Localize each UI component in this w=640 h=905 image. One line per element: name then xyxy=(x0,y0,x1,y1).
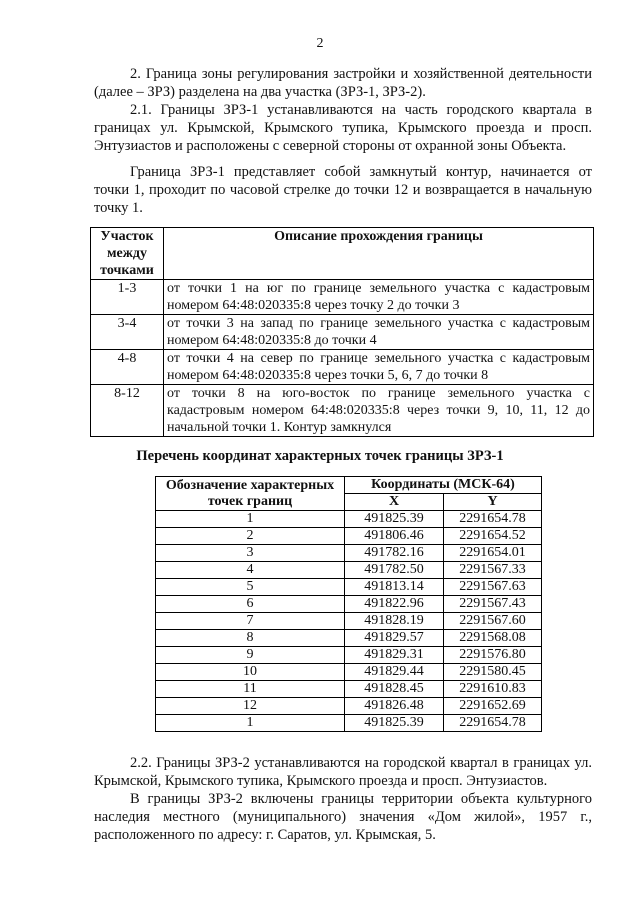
point-cell: 11 xyxy=(156,681,345,698)
y-coordinate-cell: 2291567.33 xyxy=(444,562,542,579)
x-coordinate-cell: 491806.46 xyxy=(345,528,444,545)
x-coordinate-cell: 491826.48 xyxy=(345,698,444,715)
x-coordinate-cell: 491782.50 xyxy=(345,562,444,579)
x-coordinate-cell: 491828.19 xyxy=(345,613,444,630)
table-row xyxy=(156,596,542,613)
y-coordinate-cell: 2291567.60 xyxy=(444,613,542,630)
point-cell: 1 xyxy=(156,511,345,528)
point-cell: 2 xyxy=(156,528,345,545)
table-row xyxy=(156,579,542,596)
y-coordinate-cell: 2291568.08 xyxy=(444,630,542,647)
paragraph-zrz-division: 2. Граница зоны регулирования застройки и хозяйственной деятельности (далее – ЗРЗ) разделена на два участка (ЗРЗ-1, ЗРЗ-2). xyxy=(94,66,592,100)
paragraph-zrz1-bounds: 2.1. Границы ЗРЗ-1 устанавливаются на часть городского квартала в границах ул. Крымской, Крымского тупика, Крымского проезда и просп. Энтузиастов и расположены с северной стороны от охранной зоны Объекта. xyxy=(94,102,592,154)
x-coordinate-cell: 491822.96 xyxy=(345,596,444,613)
table-row xyxy=(156,562,542,579)
segment-cell: 8-12 xyxy=(91,385,164,437)
description-cell: от точки 1 на юг по границе земельного участка с кадастровым номером 64:48:020335:8 через точку 2 до точки 3 xyxy=(164,280,594,315)
x-coordinate-cell: 491813.14 xyxy=(345,579,444,596)
y-coordinate-cell: 2291654.01 xyxy=(444,545,542,562)
point-cell: 1 xyxy=(156,715,345,732)
description-cell: от точки 4 на север по границе земельного участка с кадастровым номером 64:48:020335:8 через точки 5, 6, 7 до точки 8 xyxy=(164,350,594,385)
y-coordinate-cell: 2291567.43 xyxy=(444,596,542,613)
coordinates-title: Перечень координат характерных точек границы ЗРЗ-1 xyxy=(136,448,504,464)
y-coordinate-cell: 2291576.80 xyxy=(444,647,542,664)
paragraph-zrz1-contour: Граница ЗРЗ-1 представляет собой замкнутый контур, начинается от точки 1, проходит по часовой стрелке до точки 12 и возвращается в начальную точку 1. xyxy=(94,164,592,216)
table-row xyxy=(91,280,594,315)
x-coordinate-cell: 491829.57 xyxy=(345,630,444,647)
table-row xyxy=(156,681,542,698)
x-coordinate-cell: 491782.16 xyxy=(345,545,444,562)
header-coordinates: Координаты (МСК-64) xyxy=(345,477,542,494)
table-row xyxy=(91,385,594,437)
point-cell: 4 xyxy=(156,562,345,579)
table-row xyxy=(156,528,542,545)
table-row xyxy=(156,545,542,562)
y-coordinate-cell: 2291654.52 xyxy=(444,528,542,545)
coordinates-table xyxy=(155,476,542,732)
point-cell: 9 xyxy=(156,647,345,664)
description-cell: от точки 8 на юго-восток по границе земельного участка с кадастровым номером 64:48:020335:8 через точки 9, 10, 11, 12 до начальной точки 1. Контур замкнулся xyxy=(164,385,594,437)
y-coordinate-cell: 2291654.78 xyxy=(444,715,542,732)
table-row xyxy=(156,613,542,630)
y-coordinate-cell: 2291654.78 xyxy=(444,511,542,528)
header-y: Y xyxy=(444,494,542,511)
header-description: Описание прохождения границы xyxy=(164,228,594,280)
segment-cell: 3-4 xyxy=(91,315,164,350)
paragraph-zrz2-heritage: В границы ЗРЗ-2 включены границы территории объекта культурного наследия местного (муниципального) значения «Дом жилой», 1957 г., расположенного по адресу: г. Саратов, ул. Крымская, 5. xyxy=(94,791,592,843)
x-coordinate-cell: 491829.44 xyxy=(345,664,444,681)
x-coordinate-cell: 491828.45 xyxy=(345,681,444,698)
point-cell: 5 xyxy=(156,579,345,596)
page-number: 2 xyxy=(316,36,324,51)
point-cell: 8 xyxy=(156,630,345,647)
table-row xyxy=(156,715,542,732)
table-row xyxy=(91,350,594,385)
boundary-description-table xyxy=(90,227,594,437)
header-segment: Участок между точками xyxy=(91,228,164,280)
y-coordinate-cell: 2291652.69 xyxy=(444,698,542,715)
x-coordinate-cell: 491829.31 xyxy=(345,647,444,664)
y-coordinate-cell: 2291580.45 xyxy=(444,664,542,681)
table-row xyxy=(156,630,542,647)
header-x: X xyxy=(345,494,444,511)
table-row xyxy=(156,664,542,681)
point-cell: 10 xyxy=(156,664,345,681)
table-row xyxy=(156,698,542,715)
table-row xyxy=(156,647,542,664)
point-cell: 12 xyxy=(156,698,345,715)
y-coordinate-cell: 2291567.63 xyxy=(444,579,542,596)
point-cell: 7 xyxy=(156,613,345,630)
x-coordinate-cell: 491825.39 xyxy=(345,511,444,528)
x-coordinate-cell: 491825.39 xyxy=(345,715,444,732)
table-row xyxy=(156,511,542,528)
point-cell: 6 xyxy=(156,596,345,613)
segment-cell: 1-3 xyxy=(91,280,164,315)
y-coordinate-cell: 2291610.83 xyxy=(444,681,542,698)
point-cell: 3 xyxy=(156,545,345,562)
table-row xyxy=(91,315,594,350)
description-cell: от точки 3 на запад по границе земельного участка с кадастровым номером 64:48:020335:8 до точки 4 xyxy=(164,315,594,350)
segment-cell: 4-8 xyxy=(91,350,164,385)
paragraph-zrz2-bounds: 2.2. Границы ЗРЗ-2 устанавливаются на городской квартал в границах ул. Крымской, Крымского тупика, Крымского проезда и просп. Энтузиастов. xyxy=(94,755,592,789)
header-points: Обозначение характерных точек границ xyxy=(156,477,345,511)
